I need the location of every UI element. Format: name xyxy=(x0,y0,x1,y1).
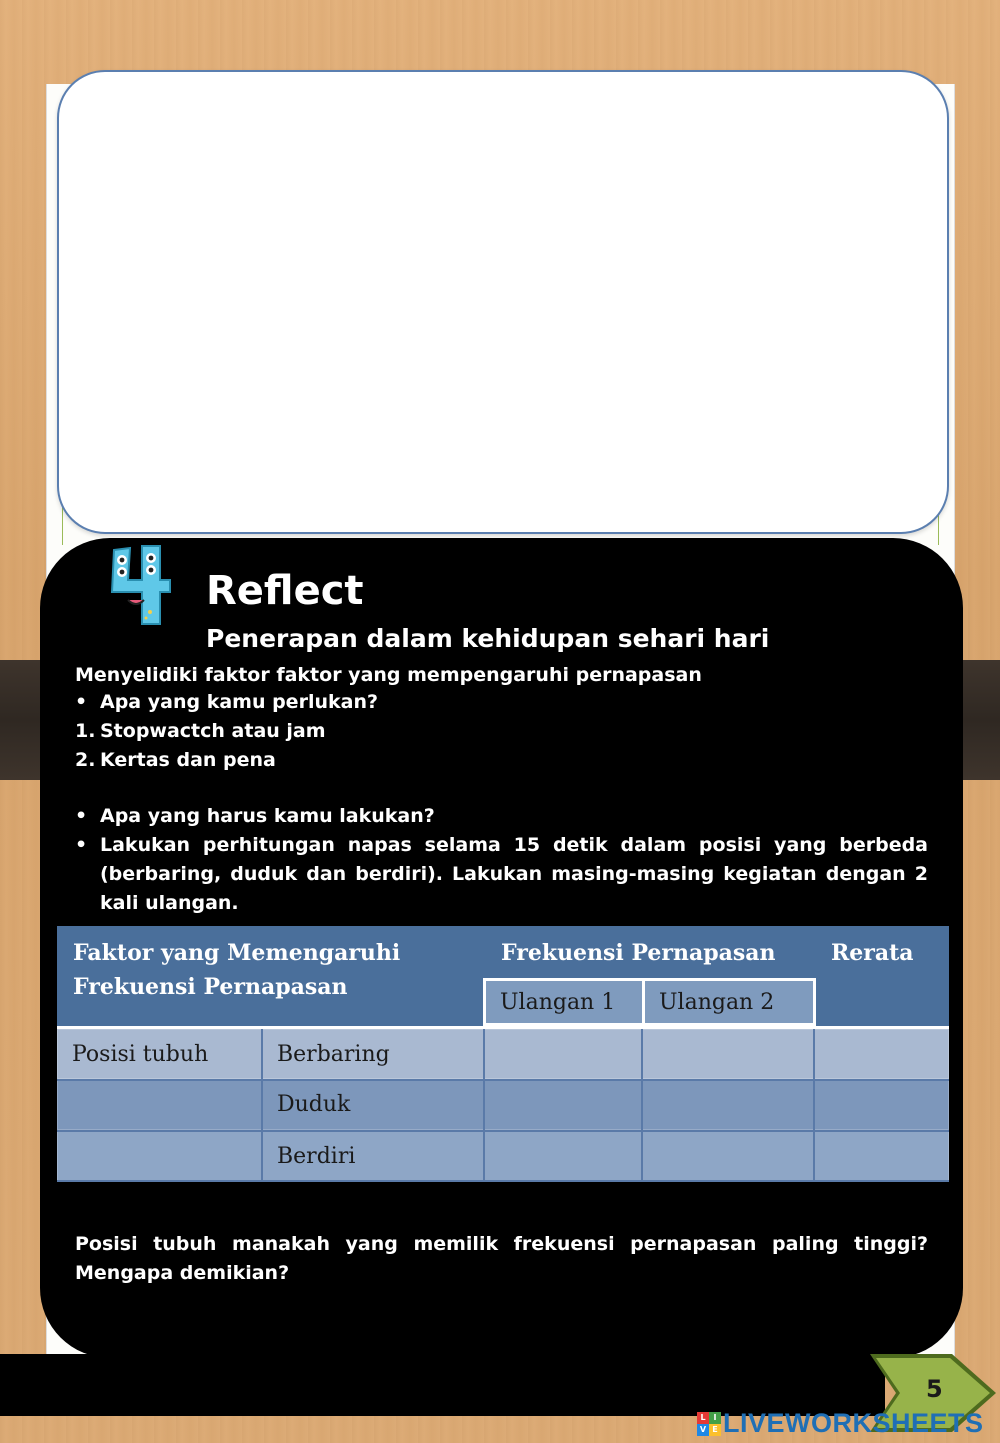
row-divider xyxy=(57,1130,949,1132)
intro-text: Menyelidiki faktor faktor yang mempengaruhi pernapasan xyxy=(75,664,702,686)
list-number: 2. xyxy=(75,749,96,771)
watermark-text: LIVEWORKSHEETS xyxy=(723,1408,984,1438)
materials-list xyxy=(75,688,378,775)
group-label-cell xyxy=(57,1079,262,1130)
column-divider xyxy=(813,1029,815,1182)
header-factor: Faktor yang Memengaruhi Frekuensi Pernapasan xyxy=(73,940,401,1000)
liveworksheets-logo-icon: L I V E xyxy=(697,1412,721,1436)
header-average: Rerata xyxy=(831,940,914,966)
do-question: Apa yang harus kamu lakukan? xyxy=(100,805,435,827)
trial-2-input[interactable] xyxy=(642,1079,814,1130)
header-trial-1: Ulangan 1 xyxy=(483,978,645,1026)
group-label-cell xyxy=(57,1130,262,1182)
trial-2-input[interactable] xyxy=(642,1130,814,1182)
list-item: Stopwactch atau jam xyxy=(100,720,326,742)
column-divider xyxy=(641,1029,643,1182)
trial-1-input[interactable] xyxy=(484,1029,642,1079)
position-cell: Duduk xyxy=(262,1079,484,1130)
average-input[interactable] xyxy=(814,1029,949,1079)
average-input[interactable] xyxy=(814,1130,949,1182)
footer-bar xyxy=(0,1354,885,1416)
position-cell: Berbaring xyxy=(262,1029,484,1079)
row-divider xyxy=(57,1180,949,1182)
trial-1-input[interactable] xyxy=(484,1079,642,1130)
need-question: Apa yang kamu perlukan? xyxy=(100,691,378,713)
bullet-marker: • xyxy=(75,691,88,713)
bullet-marker: • xyxy=(75,834,88,856)
page-number: 5 xyxy=(926,1375,943,1403)
procedure-list xyxy=(75,802,928,918)
average-input[interactable] xyxy=(814,1079,949,1130)
trial-2-input[interactable] xyxy=(642,1029,814,1079)
number-four-mascot-icon xyxy=(106,540,176,630)
observation-table xyxy=(57,926,949,1182)
trial-1-input[interactable] xyxy=(484,1130,642,1182)
list-number: 1. xyxy=(75,720,96,742)
header-trial-2: Ulangan 2 xyxy=(642,978,816,1026)
column-divider xyxy=(261,1029,263,1182)
row-divider xyxy=(57,1079,949,1081)
bullet-marker: • xyxy=(75,805,88,827)
do-instructions: Lakukan perhitungan napas selama 15 detik dalam posisi yang berbeda (berbaring, duduk dan berdiri). Lakukan masing-masing kegiatan dengan 2 kali ulangan. xyxy=(100,834,928,914)
column-divider xyxy=(483,1029,485,1182)
reflection-question: Posisi tubuh manakah yang memilik frekuensi pernapasan paling tinggi? Mengapa demikian? xyxy=(75,1233,928,1284)
position-cell: Berdiri xyxy=(262,1130,484,1182)
group-label-cell: Posisi tubuh xyxy=(57,1029,262,1079)
list-item: Kertas dan pena xyxy=(100,749,276,771)
section-subtitle: Penerapan dalam kehidupan sehari hari xyxy=(206,624,770,653)
liveworksheets-watermark xyxy=(697,1408,984,1439)
answer-box[interactable] xyxy=(57,70,949,534)
header-frequency: Frekuensi Pernapasan xyxy=(501,940,776,966)
section-title: Reflect xyxy=(206,568,364,614)
